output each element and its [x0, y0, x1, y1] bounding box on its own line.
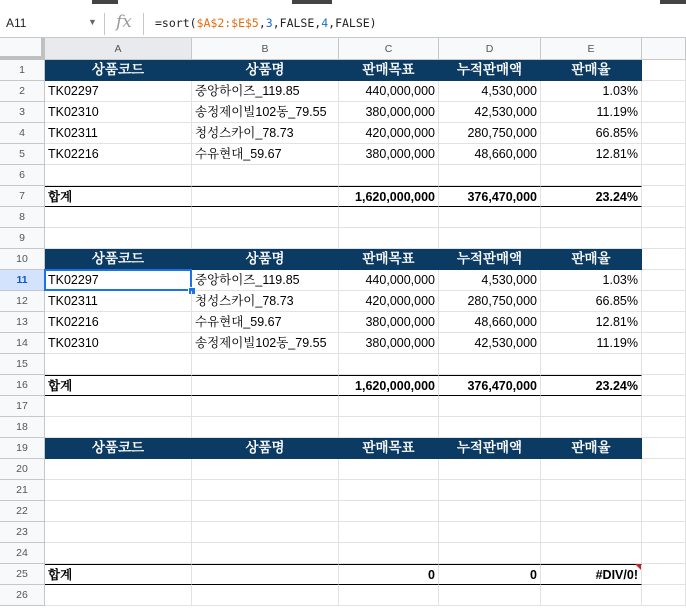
table-row	[0, 102, 686, 123]
cell-c18[interactable]	[339, 417, 439, 438]
table-row	[0, 522, 686, 543]
header-cell-b[interactable]: 상품명	[192, 438, 339, 459]
cell-b17[interactable]	[192, 396, 339, 417]
header-cell-a[interactable]: 상품코드	[45, 438, 192, 459]
cell-f15[interactable]	[642, 354, 686, 375]
formula-token: ,	[258, 16, 266, 30]
row-header-12[interactable]: 12	[0, 291, 45, 312]
cell-b22[interactable]	[192, 501, 339, 522]
table-row	[0, 459, 686, 480]
cell-a5[interactable]: TK02216	[45, 144, 192, 165]
row-header-1[interactable]: 1	[0, 60, 45, 81]
table-row	[0, 81, 686, 102]
cell-c22[interactable]	[339, 501, 439, 522]
table-row	[0, 291, 686, 312]
cell-f21[interactable]	[642, 480, 686, 501]
cell-c25[interactable]: 0	[339, 564, 439, 585]
cell-e23[interactable]	[541, 522, 642, 543]
row-header-24[interactable]: 24	[0, 543, 45, 564]
table-row	[0, 123, 686, 144]
cell-e14[interactable]: 11.19%	[541, 333, 642, 354]
header-cell-a[interactable]: 상품코드	[45, 249, 192, 270]
header-cell-d[interactable]: 누적판매액	[439, 60, 541, 81]
cell-e9[interactable]	[541, 228, 642, 249]
cell-b18[interactable]	[192, 417, 339, 438]
cell-d17[interactable]	[439, 396, 541, 417]
cell-c8[interactable]	[339, 207, 439, 228]
chevron-down-icon[interactable]: ▼	[88, 17, 97, 27]
cell-e7[interactable]: 23.24%	[541, 186, 642, 207]
cell-d12[interactable]: 280,750,000	[439, 291, 541, 312]
column-header-c[interactable]: C	[339, 38, 439, 60]
cell-d22[interactable]	[439, 501, 541, 522]
cell-c3[interactable]: 380,000,000	[339, 102, 439, 123]
row-header-8[interactable]: 8	[0, 207, 45, 228]
cell-d4[interactable]: 280,750,000	[439, 123, 541, 144]
cell-c23[interactable]	[339, 522, 439, 543]
cell-f7[interactable]	[642, 186, 686, 207]
cell-c20[interactable]	[339, 459, 439, 480]
cell-c7[interactable]: 1,620,000,000	[339, 186, 439, 207]
cell-c26[interactable]	[339, 585, 439, 606]
cell-b9[interactable]	[192, 228, 339, 249]
cell-f11[interactable]	[642, 270, 686, 291]
fx-icon: fx	[116, 12, 132, 32]
table-row	[0, 60, 686, 81]
cell-a16[interactable]: 합계	[45, 375, 192, 396]
cell-c14[interactable]: 380,000,000	[339, 333, 439, 354]
header-cell-a[interactable]: 상품코드	[45, 60, 192, 81]
cell-c16[interactable]: 1,620,000,000	[339, 375, 439, 396]
toolbar-stub	[92, 0, 118, 4]
cell-f10[interactable]	[642, 249, 686, 270]
row-header-17[interactable]: 17	[0, 396, 45, 417]
formula-input[interactable]	[155, 16, 377, 30]
cell-b3[interactable]: 송정제이빌102동_79.55	[192, 102, 339, 123]
cell-a15[interactable]	[45, 354, 192, 375]
cell-c5[interactable]: 380,000,000	[339, 144, 439, 165]
formula-token: =sort(	[155, 16, 197, 30]
cell-c6[interactable]	[339, 165, 439, 186]
row-header-10[interactable]: 10	[0, 249, 45, 270]
toolbar-stub	[660, 0, 686, 4]
table-row	[0, 396, 686, 417]
table-row	[0, 501, 686, 522]
cell-e22[interactable]	[541, 501, 642, 522]
cell-c12[interactable]: 420,000,000	[339, 291, 439, 312]
cell-c24[interactable]	[339, 543, 439, 564]
table-row	[0, 207, 686, 228]
header-cell-d[interactable]: 누적판매액	[439, 249, 541, 270]
row-header-7[interactable]: 7	[0, 186, 45, 207]
table-row	[0, 249, 686, 270]
cell-b24[interactable]	[192, 543, 339, 564]
cell-b14[interactable]: 송정제이빌102동_79.55	[192, 333, 339, 354]
row-header-14[interactable]: 14	[0, 333, 45, 354]
formula-token: 4	[321, 16, 329, 30]
cell-f4[interactable]	[642, 123, 686, 144]
column-header-d[interactable]: D	[439, 38, 541, 60]
toolbar-stub	[292, 0, 332, 4]
cell-b12[interactable]: 청성스카이_78.73	[192, 291, 339, 312]
formula-token: $A$2:$E$5	[196, 16, 259, 30]
cell-a21[interactable]	[45, 480, 192, 501]
table-row	[0, 333, 686, 354]
cell-b5[interactable]: 수유현대_59.67	[192, 144, 339, 165]
row-header-13[interactable]: 13	[0, 312, 45, 333]
cell-b21[interactable]	[192, 480, 339, 501]
cell-d20[interactable]	[439, 459, 541, 480]
cell-a11[interactable]: TK02297	[45, 270, 192, 291]
cell-f9[interactable]	[642, 228, 686, 249]
cell-f16[interactable]	[642, 375, 686, 396]
cell-a4[interactable]: TK02311	[45, 123, 192, 144]
row-header-9[interactable]: 9	[0, 228, 45, 249]
cell-e2[interactable]: 1.03%	[541, 81, 642, 102]
table-row	[0, 354, 686, 375]
cell-c13[interactable]: 380,000,000	[339, 312, 439, 333]
row-header-25[interactable]: 25	[0, 564, 45, 585]
cell-f5[interactable]	[642, 144, 686, 165]
row-header-5[interactable]: 5	[0, 144, 45, 165]
row-header-21[interactable]: 21	[0, 480, 45, 501]
cell-c9[interactable]	[339, 228, 439, 249]
cell-d2[interactable]: 4,530,000	[439, 81, 541, 102]
cell-f22[interactable]	[642, 501, 686, 522]
cell-a22[interactable]	[45, 501, 192, 522]
table-row	[0, 144, 686, 165]
cell-e13[interactable]: 12.81%	[541, 312, 642, 333]
name-box[interactable]: A11	[6, 16, 27, 30]
cell-d7[interactable]: 376,470,000	[439, 186, 541, 207]
row-header-16[interactable]: 16	[0, 375, 45, 396]
cell-a25[interactable]: 합계	[45, 564, 192, 585]
cell-a13[interactable]: TK02216	[45, 312, 192, 333]
cell-d21[interactable]	[439, 480, 541, 501]
formula-token: ,FALSE,	[272, 16, 322, 30]
cell-f3[interactable]	[642, 102, 686, 123]
cell-a2[interactable]: TK02297	[45, 81, 192, 102]
cell-d18[interactable]	[439, 417, 541, 438]
cell-d24[interactable]	[439, 543, 541, 564]
cell-b7[interactable]	[192, 186, 339, 207]
header-cell-d[interactable]: 누적판매액	[439, 438, 541, 459]
column-header-a[interactable]: A	[45, 38, 192, 60]
cell-a6[interactable]	[45, 165, 192, 186]
cell-d6[interactable]	[439, 165, 541, 186]
header-cell-b[interactable]: 상품명	[192, 60, 339, 81]
cell-d16[interactable]: 376,470,000	[439, 375, 541, 396]
cell-b8[interactable]	[192, 207, 339, 228]
cell-e8[interactable]	[541, 207, 642, 228]
cell-f6[interactable]	[642, 165, 686, 186]
cell-f2[interactable]	[642, 81, 686, 102]
table-row	[0, 375, 686, 396]
cell-d14[interactable]: 42,530,000	[439, 333, 541, 354]
row-header-2[interactable]: 2	[0, 81, 45, 102]
cell-d5[interactable]: 48,660,000	[439, 144, 541, 165]
cell-b13[interactable]: 수유현대_59.67	[192, 312, 339, 333]
header-cell-c[interactable]: 판매목표	[339, 60, 439, 81]
select-all-corner[interactable]	[0, 38, 45, 60]
cell-f12[interactable]	[642, 291, 686, 312]
cell-e21[interactable]	[541, 480, 642, 501]
cell-f26[interactable]	[642, 585, 686, 606]
table-row	[0, 312, 686, 333]
cell-a3[interactable]: TK02310	[45, 102, 192, 123]
cell-b6[interactable]	[192, 165, 339, 186]
cell-f13[interactable]	[642, 312, 686, 333]
cell-e12[interactable]: 66.85%	[541, 291, 642, 312]
row-header-4[interactable]: 4	[0, 123, 45, 144]
cell-d8[interactable]	[439, 207, 541, 228]
cell-d26[interactable]	[439, 585, 541, 606]
cell-d13[interactable]: 48,660,000	[439, 312, 541, 333]
cell-c21[interactable]	[339, 480, 439, 501]
cell-b15[interactable]	[192, 354, 339, 375]
cell-e18[interactable]	[541, 417, 642, 438]
row-header-19[interactable]: 19	[0, 438, 45, 459]
row-header-3[interactable]: 3	[0, 102, 45, 123]
cell-b20[interactable]	[192, 459, 339, 480]
cell-a17[interactable]	[45, 396, 192, 417]
spreadsheet-grid[interactable]	[0, 38, 686, 611]
cell-b25[interactable]	[192, 564, 339, 585]
cell-e5[interactable]: 12.81%	[541, 144, 642, 165]
cell-a7[interactable]: 합계	[45, 186, 192, 207]
cell-f20[interactable]	[642, 459, 686, 480]
cell-e16[interactable]: 23.24%	[541, 375, 642, 396]
row-header-15[interactable]: 15	[0, 354, 45, 375]
cell-e6[interactable]	[541, 165, 642, 186]
cell-e24[interactable]	[541, 543, 642, 564]
cell-c4[interactable]: 420,000,000	[339, 123, 439, 144]
header-cell-c[interactable]: 판매목표	[339, 438, 439, 459]
cell-b11[interactable]: 중앙하이즈_119.85	[192, 270, 339, 291]
header-cell-e[interactable]: 판매율	[541, 249, 642, 270]
formula-bar	[0, 0, 686, 38]
cell-e26[interactable]	[541, 585, 642, 606]
row-header-18[interactable]: 18	[0, 417, 45, 438]
column-header-b[interactable]: B	[192, 38, 339, 60]
formula-token: 3	[265, 16, 273, 30]
cell-a26[interactable]	[45, 585, 192, 606]
cell-d15[interactable]	[439, 354, 541, 375]
cell-e4[interactable]: 66.85%	[541, 123, 642, 144]
cell-b23[interactable]	[192, 522, 339, 543]
cell-f1[interactable]	[642, 60, 686, 81]
row-header-6[interactable]: 6	[0, 165, 45, 186]
cell-d11[interactable]: 4,530,000	[439, 270, 541, 291]
header-cell-b[interactable]: 상품명	[192, 249, 339, 270]
cell-b16[interactable]	[192, 375, 339, 396]
cell-c15[interactable]	[339, 354, 439, 375]
cell-d25[interactable]: 0	[439, 564, 541, 585]
cell-c11[interactable]: 440,000,000	[339, 270, 439, 291]
cell-f24[interactable]	[642, 543, 686, 564]
error-indicator-icon	[635, 564, 641, 570]
cell-c2[interactable]: 440,000,000	[339, 81, 439, 102]
header-cell-e[interactable]: 판매율	[541, 438, 642, 459]
cell-e3[interactable]: 11.19%	[541, 102, 642, 123]
table-row	[0, 480, 686, 501]
cell-a12[interactable]: TK02311	[45, 291, 192, 312]
cell-a20[interactable]	[45, 459, 192, 480]
cell-a8[interactable]	[45, 207, 192, 228]
cell-f14[interactable]	[642, 333, 686, 354]
cell-a24[interactable]	[45, 543, 192, 564]
cell-f23[interactable]	[642, 522, 686, 543]
header-cell-e[interactable]: 판매율	[541, 60, 642, 81]
row-header-11[interactable]: 11	[0, 270, 45, 291]
table-row	[0, 585, 686, 606]
cell-d3[interactable]: 42,530,000	[439, 102, 541, 123]
cell-f18[interactable]	[642, 417, 686, 438]
cell-a9[interactable]	[45, 228, 192, 249]
table-row	[0, 543, 686, 564]
row-header-22[interactable]: 22	[0, 501, 45, 522]
cell-b2[interactable]: 중앙하이즈_119.85	[192, 81, 339, 102]
table-row	[0, 165, 686, 186]
cell-d23[interactable]	[439, 522, 541, 543]
cell-a23[interactable]	[45, 522, 192, 543]
cell-c17[interactable]	[339, 396, 439, 417]
formula-token: ,FALSE)	[328, 16, 377, 30]
cell-f8[interactable]	[642, 207, 686, 228]
cell-f25[interactable]	[642, 564, 686, 585]
divider	[143, 13, 144, 35]
column-header-row	[0, 38, 686, 60]
table-row	[0, 270, 686, 291]
table-row	[0, 417, 686, 438]
cell-a14[interactable]: TK02310	[45, 333, 192, 354]
cell-b26[interactable]	[192, 585, 339, 606]
cell-e17[interactable]	[541, 396, 642, 417]
cell-f17[interactable]	[642, 396, 686, 417]
cell-f19[interactable]	[642, 438, 686, 459]
table-row	[0, 438, 686, 459]
header-cell-c[interactable]: 판매목표	[339, 249, 439, 270]
row-header-26[interactable]: 26	[0, 585, 45, 606]
cell-d9[interactable]	[439, 228, 541, 249]
cell-e20[interactable]	[541, 459, 642, 480]
column-header-e[interactable]: E	[541, 38, 642, 60]
cell-b4[interactable]: 청성스카이_78.73	[192, 123, 339, 144]
column-header-extra[interactable]	[642, 38, 686, 60]
table-row	[0, 564, 686, 585]
row-header-23[interactable]: 23	[0, 522, 45, 543]
cell-e11[interactable]: 1.03%	[541, 270, 642, 291]
table-row	[0, 228, 686, 249]
cell-e25[interactable]: #DIV/0!	[541, 564, 642, 585]
divider	[104, 13, 105, 35]
cell-a18[interactable]	[45, 417, 192, 438]
table-row	[0, 186, 686, 207]
row-header-20[interactable]: 20	[0, 459, 45, 480]
cell-e15[interactable]	[541, 354, 642, 375]
